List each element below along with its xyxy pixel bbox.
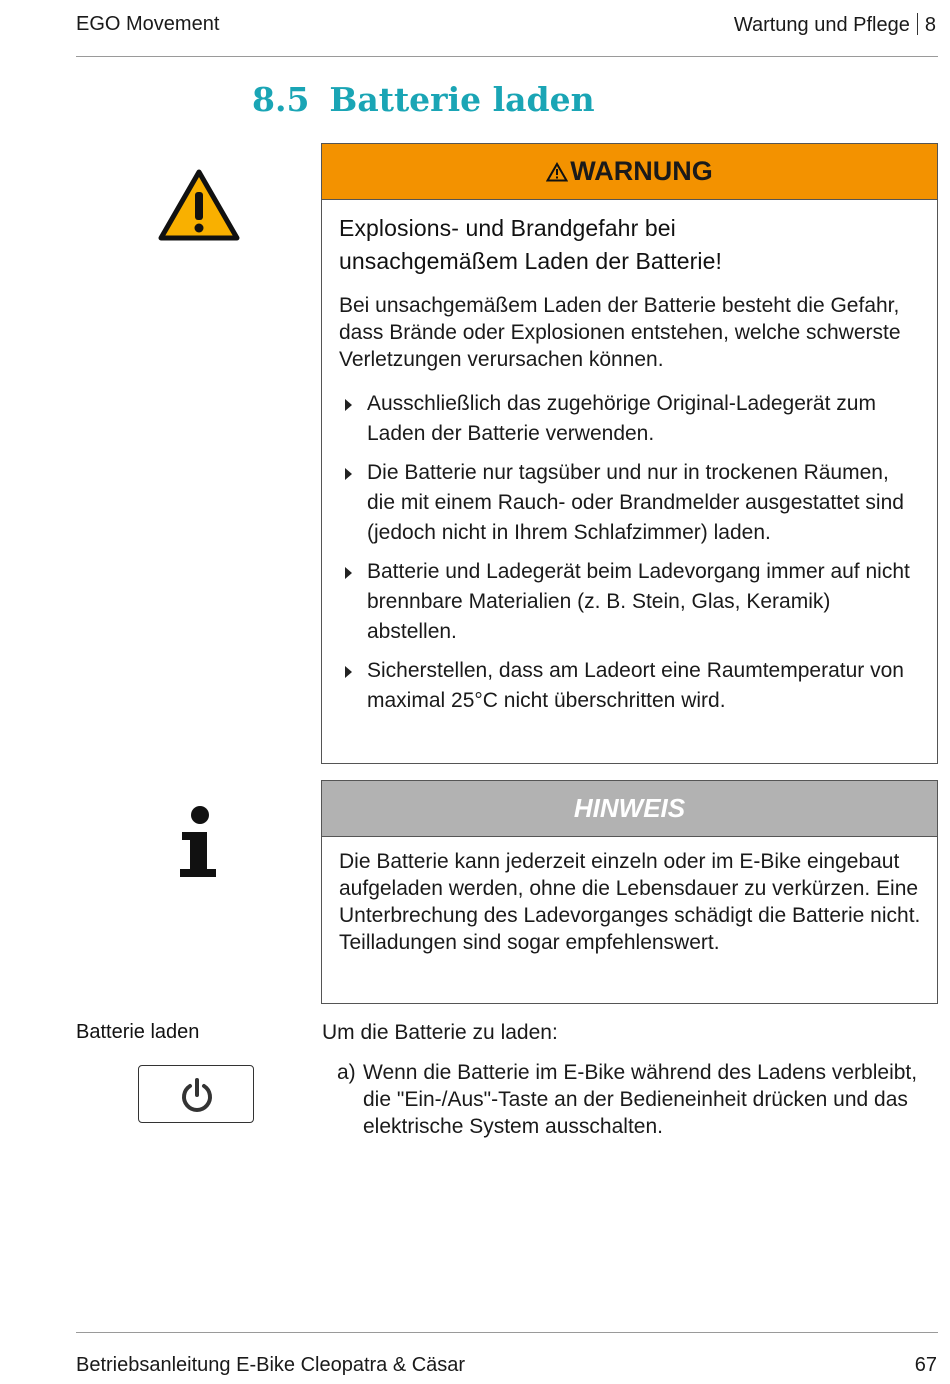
warning-text: Bei unsachgemäßem Laden der Batterie besteht die Gefahr, dass Brände oder Explosionen entstehen, welche schwerste Verletzungen verursachen können. [339, 294, 901, 371]
header-chapter [734, 13, 936, 37]
warning-label: WARNUNG [570, 156, 713, 186]
step-text: Wenn die Batterie im E-Bike während des Ladens verbleibt, die "Ein-/Aus"-Taste an der Bedieneinheit drücken und das elektrische System ausschalten. [363, 1061, 918, 1138]
side-label: Batterie laden [76, 1021, 200, 1043]
power-button-icon [179, 1077, 215, 1113]
footer-rule [76, 1332, 938, 1333]
warning-list-item: Batterie und Ladegerät beim Ladevorgang immer auf nicht brennbare Materialien (z. B. Stein, Glas, Keramik) abstellen. [339, 557, 921, 647]
procedure-step [337, 1059, 927, 1140]
info-icon [176, 805, 220, 881]
warning-list-item: Die Batterie nur tagsüber und nur in trockenen Räumen, die mit einem Rauch- oder Brandmelder ausgestattet sind (jedoch nicht in Ihrem Schlafzimmer) laden. [339, 458, 921, 548]
procedure-intro: Um die Batterie zu laden: [322, 1021, 558, 1044]
note-box [321, 780, 938, 1004]
warning-title-line-1: Explosions- und Brandgefahr bei [339, 215, 676, 241]
header-separator [917, 13, 918, 35]
warning-title-line-2: unsachgemäßem Laden der Batterie! [339, 248, 723, 274]
header-rule [76, 56, 938, 57]
warning-header [322, 144, 937, 200]
warning-list [339, 389, 921, 716]
section-title-text: Batterie laden [329, 80, 595, 119]
section-title [252, 80, 595, 119]
warning-list-item: Sicherstellen, dass am Ladeort eine Raumtemperatur von maximal 25°C nicht überschritten wird. [339, 656, 921, 716]
note-text: Die Batterie kann jederzeit einzeln oder im E-Bike eingebaut aufgeladen werden, ohne die Lebensdauer zu verkürzen. Eine Unterbrechung des Ladevorganges schädigt die Batterie nicht. Teilladungen sind sogar empfehlenswert. [339, 850, 921, 954]
warning-title [339, 212, 921, 278]
header-chapter-number: 8 [924, 14, 936, 36]
footer-manual-title: Betriebsanleitung E-Bike Cleopatra & Cäsar [76, 1354, 466, 1376]
header-chapter-title: Wartung und Pflege [733, 14, 910, 36]
warning-triangle-icon [157, 168, 241, 242]
power-button-frame [138, 1065, 254, 1123]
header-brand: EGO Movement [76, 13, 220, 35]
page-number: 67 [914, 1354, 937, 1376]
warning-list-item: Ausschließlich das zugehörige Original-Ladegerät zum Laden der Batterie verwenden. [339, 389, 921, 449]
warning-box [321, 143, 938, 764]
note-header: HINWEIS [322, 781, 937, 837]
step-label: a) [337, 1061, 356, 1084]
warning-small-icon [546, 162, 568, 182]
section-number: 8.5 [252, 80, 310, 119]
